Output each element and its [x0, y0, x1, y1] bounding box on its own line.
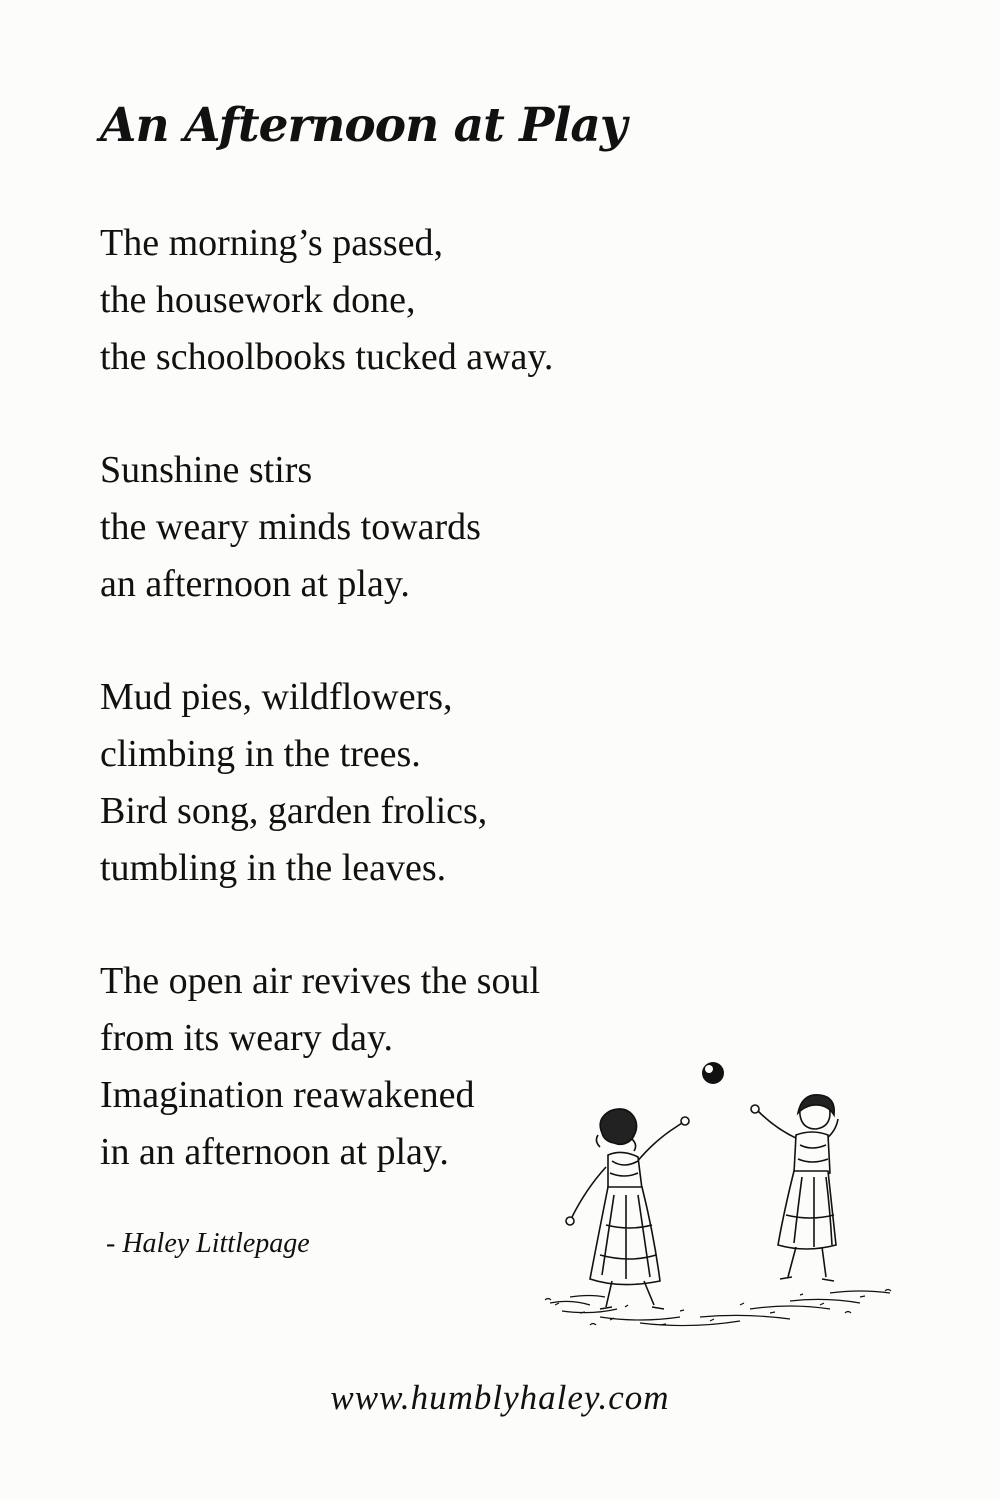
poem-line: Imagination reawakened — [100, 1074, 475, 1116]
stanza-3 — [100, 669, 660, 897]
children-playing-ball-illustration — [540, 1055, 910, 1335]
poem-line: the housework done, — [100, 279, 416, 321]
poem-line: from its weary day. — [100, 1017, 393, 1059]
right-girl-figure — [751, 1095, 838, 1281]
poem-line: the schoolbooks tucked away. — [100, 336, 554, 378]
poem-line: Bird song, garden frolics, — [100, 790, 488, 832]
stanza-1 — [100, 215, 660, 386]
poem-line: in an afternoon at play. — [100, 1131, 449, 1173]
poem-line: the weary minds towards — [100, 506, 481, 548]
poem-line: Sunshine stirs — [100, 449, 313, 491]
poem-line: tumbling in the leaves. — [100, 847, 447, 889]
poem-title: An Afternoon at Play — [100, 98, 627, 153]
poem-line: Mud pies, wildflowers, — [100, 676, 453, 718]
left-girl-figure — [566, 1109, 689, 1309]
ball-icon — [702, 1062, 724, 1084]
ground-hatching — [545, 1290, 891, 1326]
stanza-2 — [100, 442, 660, 613]
website-url: www.humblyhaley.com — [330, 1378, 670, 1417]
poem-line: The open air revives the soul — [100, 960, 541, 1002]
poem-author: - Haley Littlepage — [106, 1228, 310, 1259]
poem-line: climbing in the trees. — [100, 733, 421, 775]
poem-line: an afternoon at play. — [100, 563, 410, 605]
poem-line: The morning’s passed, — [100, 222, 444, 264]
